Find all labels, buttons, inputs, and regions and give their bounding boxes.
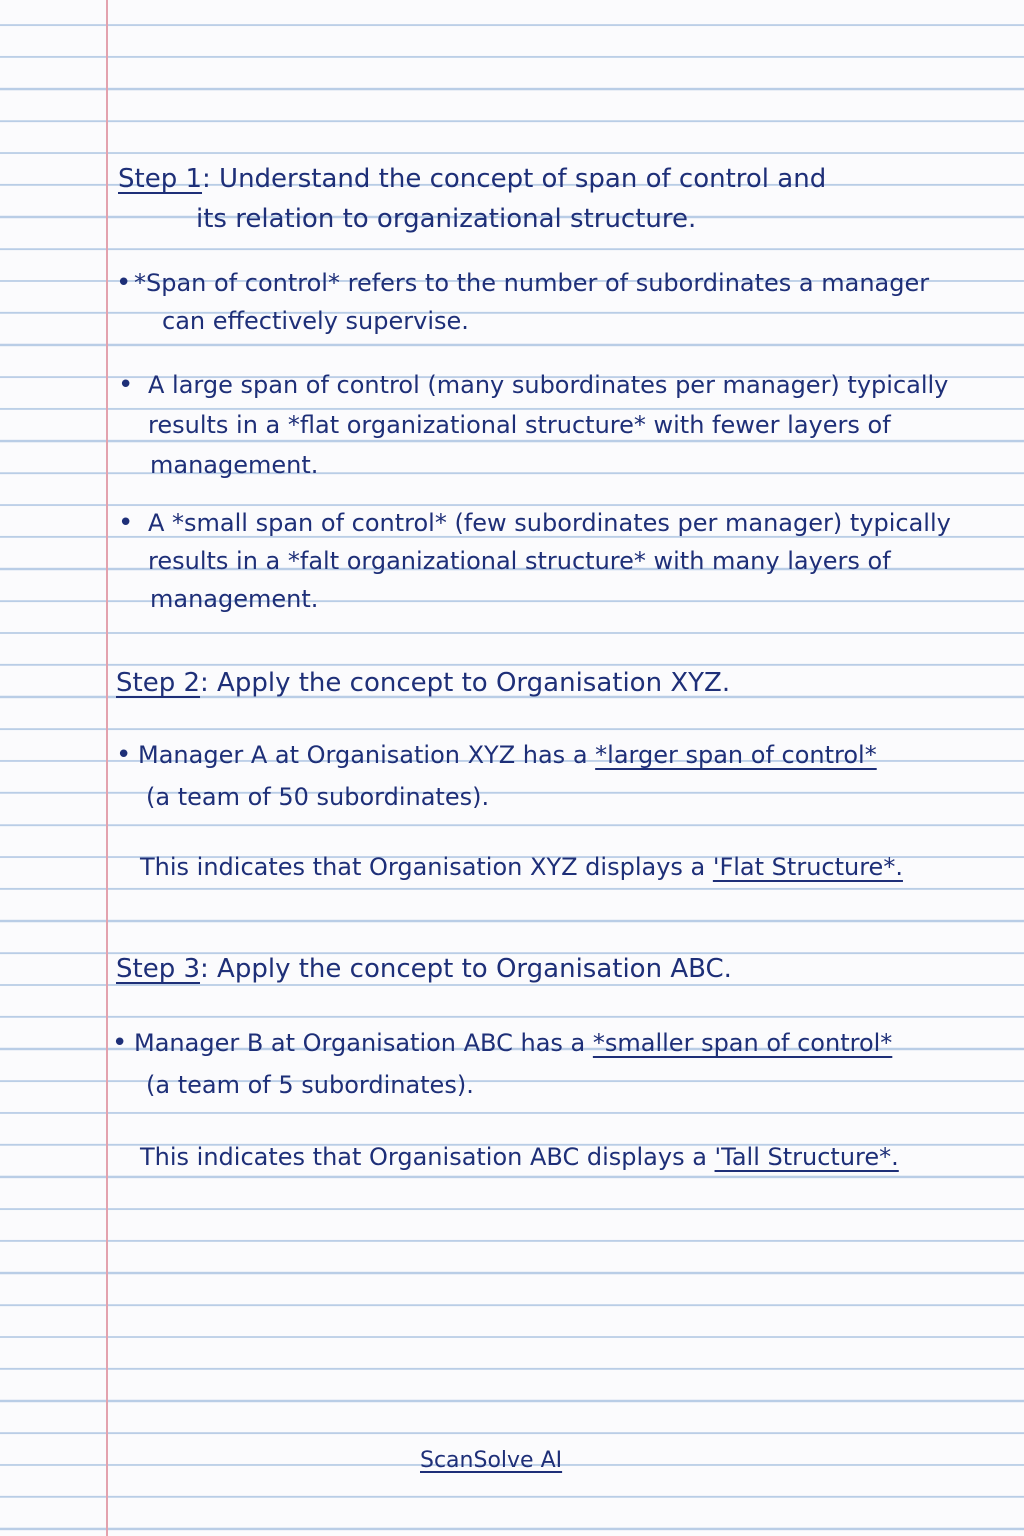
step2-heading-text: Apply the concept to Organisation XYZ. xyxy=(217,668,731,698)
step3-conclusion-emphasis: 'Tall Structure*. xyxy=(714,1143,899,1171)
step2-label: Step 2 xyxy=(116,668,201,698)
step1-bullet3-line2: results in a *falt organizational structure* with many layers of xyxy=(148,547,891,575)
step1-bullet3-dot: • xyxy=(118,508,134,538)
step1-bullet3-line1: A *small span of control* (few subordinates per manager) typically xyxy=(148,509,951,537)
step1-bullet1-line2: can effectively supervise. xyxy=(162,307,469,335)
step2-bullet-line2: (a team of 50 subordinates). xyxy=(146,783,490,811)
step2-conclusion xyxy=(140,848,903,886)
step3-label: Step 3 xyxy=(116,954,201,984)
step1-heading-line2: its relation to organizational structure. xyxy=(196,204,697,234)
step1-bullet2-line1: A large span of control (many subordinates per manager) typically xyxy=(148,371,949,399)
step2-colon: : xyxy=(200,668,209,698)
step2-heading xyxy=(116,664,730,702)
step1-bullet2-line2: results in a *flat organizational structure* with fewer layers of xyxy=(148,411,891,439)
step2-bullet-line1 xyxy=(138,736,877,774)
step3-bullet-prefix: Manager B at Organisation ABC has a xyxy=(134,1029,593,1057)
step1-colon: : xyxy=(202,164,211,194)
step3-conclusion xyxy=(140,1138,899,1176)
step2-bullet-dot: • xyxy=(116,740,132,770)
step3-heading xyxy=(116,950,732,988)
step3-bullet-emphasis: *smaller span of control* xyxy=(592,1029,893,1057)
step1-bullet2-dot: • xyxy=(118,370,134,400)
margin-line xyxy=(106,0,108,1536)
step1-bullet1-line1: *Span of control* refers to the number of subordinates a manager xyxy=(134,269,930,297)
step3-bullet-line2: (a team of 5 subordinates). xyxy=(146,1071,474,1099)
step3-bullet-line1 xyxy=(134,1024,892,1062)
step3-bullet-dot: • xyxy=(112,1028,128,1058)
step2-bullet-prefix: Manager A at Organisation XYZ has a xyxy=(138,741,596,769)
footer-watermark: ScanSolve AI xyxy=(420,1448,563,1473)
step1-heading-line1 xyxy=(118,160,826,198)
step2-conclusion-emphasis: 'Flat Structure*. xyxy=(712,853,903,881)
step2-conclusion-prefix: This indicates that Organisation XYZ displays a xyxy=(140,853,713,881)
step2-bullet-emphasis: *larger span of control* xyxy=(595,741,877,769)
step3-heading-text: Apply the concept to Organisation ABC. xyxy=(217,954,732,984)
step1-label: Step 1 xyxy=(118,164,203,194)
step1-heading-text: Understand the concept of span of control and xyxy=(219,164,827,194)
step1-bullet2-line3: management. xyxy=(150,451,319,479)
step3-conclusion-prefix: This indicates that Organisation ABC displays a xyxy=(140,1143,715,1171)
step3-colon: : xyxy=(200,954,209,984)
step1-bullet1-dot: • xyxy=(116,268,132,298)
step1-bullet3-line3: management. xyxy=(150,585,319,613)
